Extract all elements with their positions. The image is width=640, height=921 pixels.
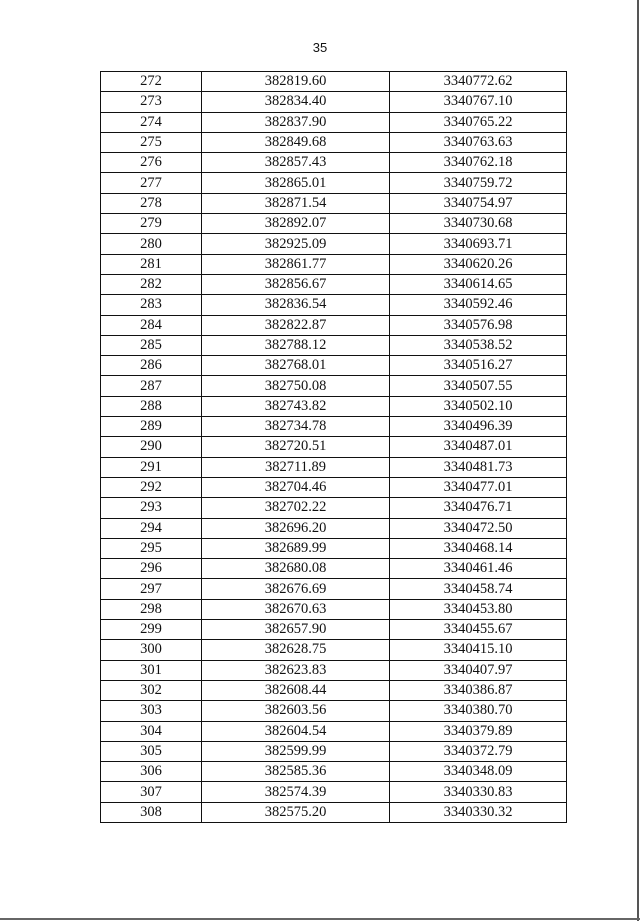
- coordinate-table-body: [101, 72, 567, 823]
- table-row: [101, 153, 567, 173]
- y-coordinate-cell: 3340453.80: [390, 599, 567, 619]
- point-number-cell: 303: [101, 701, 202, 721]
- x-coordinate-cell: 382702.22: [202, 498, 390, 518]
- point-number-cell: 274: [101, 112, 202, 132]
- x-coordinate-cell: 382925.09: [202, 234, 390, 254]
- table-row: [101, 356, 567, 376]
- point-number-cell: 297: [101, 579, 202, 599]
- y-coordinate-cell: 3340348.09: [390, 762, 567, 782]
- y-coordinate-cell: 3340576.98: [390, 315, 567, 335]
- page-edge-right: [637, 0, 639, 921]
- point-number-cell: 291: [101, 457, 202, 477]
- point-number-cell: 304: [101, 721, 202, 741]
- x-coordinate-cell: 382834.40: [202, 92, 390, 112]
- table-row: [101, 437, 567, 457]
- point-number-cell: 300: [101, 640, 202, 660]
- table-row: [101, 538, 567, 558]
- table-row: [101, 234, 567, 254]
- x-coordinate-cell: 382628.75: [202, 640, 390, 660]
- x-coordinate-cell: 382657.90: [202, 620, 390, 640]
- point-number-cell: 299: [101, 620, 202, 640]
- x-coordinate-cell: 382849.68: [202, 132, 390, 152]
- y-coordinate-cell: 3340379.89: [390, 721, 567, 741]
- x-coordinate-cell: 382856.67: [202, 274, 390, 294]
- y-coordinate-cell: 3340330.83: [390, 782, 567, 802]
- y-coordinate-cell: 3340487.01: [390, 437, 567, 457]
- page-edge-bottom: [0, 918, 640, 920]
- y-coordinate-cell: 3340502.10: [390, 396, 567, 416]
- table-row: [101, 396, 567, 416]
- table-row: [101, 620, 567, 640]
- y-coordinate-cell: 3340476.71: [390, 498, 567, 518]
- x-coordinate-cell: 382871.54: [202, 193, 390, 213]
- table-row: [101, 802, 567, 822]
- table-row: [101, 417, 567, 437]
- x-coordinate-cell: 382623.83: [202, 660, 390, 680]
- point-number-cell: 307: [101, 782, 202, 802]
- x-coordinate-cell: 382768.01: [202, 356, 390, 376]
- x-coordinate-cell: 382604.54: [202, 721, 390, 741]
- table-row: [101, 741, 567, 761]
- table-row: [101, 498, 567, 518]
- point-number-cell: 295: [101, 538, 202, 558]
- y-coordinate-cell: 3340330.32: [390, 802, 567, 822]
- y-coordinate-cell: 3340538.52: [390, 335, 567, 355]
- point-number-cell: 292: [101, 477, 202, 497]
- point-number-cell: 275: [101, 132, 202, 152]
- y-coordinate-cell: 3340386.87: [390, 680, 567, 700]
- x-coordinate-cell: 382680.08: [202, 559, 390, 579]
- table-row: [101, 782, 567, 802]
- x-coordinate-cell: 382743.82: [202, 396, 390, 416]
- point-number-cell: 277: [101, 173, 202, 193]
- y-coordinate-cell: 3340415.10: [390, 640, 567, 660]
- y-coordinate-cell: 3340407.97: [390, 660, 567, 680]
- point-number-cell: 287: [101, 376, 202, 396]
- table-row: [101, 92, 567, 112]
- point-number-cell: 298: [101, 599, 202, 619]
- point-number-cell: 278: [101, 193, 202, 213]
- x-coordinate-cell: 382696.20: [202, 518, 390, 538]
- point-number-cell: 305: [101, 741, 202, 761]
- y-coordinate-cell: 3340592.46: [390, 295, 567, 315]
- point-number-cell: 281: [101, 254, 202, 274]
- table-row: [101, 173, 567, 193]
- y-coordinate-cell: 3340472.50: [390, 518, 567, 538]
- y-coordinate-cell: 3340614.65: [390, 274, 567, 294]
- y-coordinate-cell: 3340759.72: [390, 173, 567, 193]
- y-coordinate-cell: 3340516.27: [390, 356, 567, 376]
- y-coordinate-cell: 3340754.97: [390, 193, 567, 213]
- point-number-cell: 308: [101, 802, 202, 822]
- x-coordinate-cell: 382574.39: [202, 782, 390, 802]
- x-coordinate-cell: 382585.36: [202, 762, 390, 782]
- table-row: [101, 721, 567, 741]
- table-row: [101, 457, 567, 477]
- point-number-cell: 283: [101, 295, 202, 315]
- table-row: [101, 132, 567, 152]
- x-coordinate-cell: 382819.60: [202, 72, 390, 92]
- y-coordinate-cell: 3340772.62: [390, 72, 567, 92]
- y-coordinate-cell: 3340372.79: [390, 741, 567, 761]
- x-coordinate-cell: 382750.08: [202, 376, 390, 396]
- x-coordinate-cell: 382822.87: [202, 315, 390, 335]
- point-number-cell: 284: [101, 315, 202, 335]
- table-row: [101, 762, 567, 782]
- point-number-cell: 279: [101, 214, 202, 234]
- point-number-cell: 286: [101, 356, 202, 376]
- y-coordinate-cell: 3340620.26: [390, 254, 567, 274]
- x-coordinate-cell: 382704.46: [202, 477, 390, 497]
- point-number-cell: 285: [101, 335, 202, 355]
- x-coordinate-cell: 382720.51: [202, 437, 390, 457]
- table-row: [101, 72, 567, 92]
- table-row: [101, 214, 567, 234]
- y-coordinate-cell: 3340496.39: [390, 417, 567, 437]
- y-coordinate-cell: 3340468.14: [390, 538, 567, 558]
- x-coordinate-cell: 382837.90: [202, 112, 390, 132]
- x-coordinate-cell: 382575.20: [202, 802, 390, 822]
- table-row: [101, 295, 567, 315]
- point-number-cell: 282: [101, 274, 202, 294]
- y-coordinate-cell: 3340767.10: [390, 92, 567, 112]
- x-coordinate-cell: 382734.78: [202, 417, 390, 437]
- x-coordinate-cell: 382711.89: [202, 457, 390, 477]
- point-number-cell: 288: [101, 396, 202, 416]
- x-coordinate-cell: 382892.07: [202, 214, 390, 234]
- table-row: [101, 640, 567, 660]
- table-row: [101, 559, 567, 579]
- y-coordinate-cell: 3340455.67: [390, 620, 567, 640]
- table-row: [101, 254, 567, 274]
- table-row: [101, 193, 567, 213]
- table-row: [101, 518, 567, 538]
- y-coordinate-cell: 3340507.55: [390, 376, 567, 396]
- table-row: [101, 660, 567, 680]
- y-coordinate-cell: 3340693.71: [390, 234, 567, 254]
- x-coordinate-cell: 382608.44: [202, 680, 390, 700]
- point-number-cell: 272: [101, 72, 202, 92]
- y-coordinate-cell: 3340481.73: [390, 457, 567, 477]
- point-number-cell: 294: [101, 518, 202, 538]
- table-row: [101, 701, 567, 721]
- table-row: [101, 376, 567, 396]
- x-coordinate-cell: 382689.99: [202, 538, 390, 558]
- x-coordinate-cell: 382861.77: [202, 254, 390, 274]
- x-coordinate-cell: 382599.99: [202, 741, 390, 761]
- y-coordinate-cell: 3340461.46: [390, 559, 567, 579]
- point-number-cell: 289: [101, 417, 202, 437]
- x-coordinate-cell: 382857.43: [202, 153, 390, 173]
- table-row: [101, 579, 567, 599]
- table-row: [101, 335, 567, 355]
- table-row: [101, 274, 567, 294]
- y-coordinate-cell: 3340730.68: [390, 214, 567, 234]
- table-row: [101, 315, 567, 335]
- y-coordinate-cell: 3340765.22: [390, 112, 567, 132]
- x-coordinate-cell: 382670.63: [202, 599, 390, 619]
- coordinate-table: [100, 71, 567, 823]
- y-coordinate-cell: 3340380.70: [390, 701, 567, 721]
- point-number-cell: 280: [101, 234, 202, 254]
- point-number-cell: 301: [101, 660, 202, 680]
- point-number-cell: 273: [101, 92, 202, 112]
- point-number-cell: 290: [101, 437, 202, 457]
- point-number-cell: 302: [101, 680, 202, 700]
- table-row: [101, 599, 567, 619]
- y-coordinate-cell: 3340458.74: [390, 579, 567, 599]
- page-number: 35: [312, 40, 328, 55]
- table-row: [101, 477, 567, 497]
- x-coordinate-cell: 382865.01: [202, 173, 390, 193]
- table-row: [101, 680, 567, 700]
- y-coordinate-cell: 3340762.18: [390, 153, 567, 173]
- table-row: [101, 112, 567, 132]
- point-number-cell: 293: [101, 498, 202, 518]
- x-coordinate-cell: 382788.12: [202, 335, 390, 355]
- point-number-cell: 276: [101, 153, 202, 173]
- y-coordinate-cell: 3340477.01: [390, 477, 567, 497]
- y-coordinate-cell: 3340763.63: [390, 132, 567, 152]
- x-coordinate-cell: 382676.69: [202, 579, 390, 599]
- x-coordinate-cell: 382836.54: [202, 295, 390, 315]
- point-number-cell: 296: [101, 559, 202, 579]
- point-number-cell: 306: [101, 762, 202, 782]
- x-coordinate-cell: 382603.56: [202, 701, 390, 721]
